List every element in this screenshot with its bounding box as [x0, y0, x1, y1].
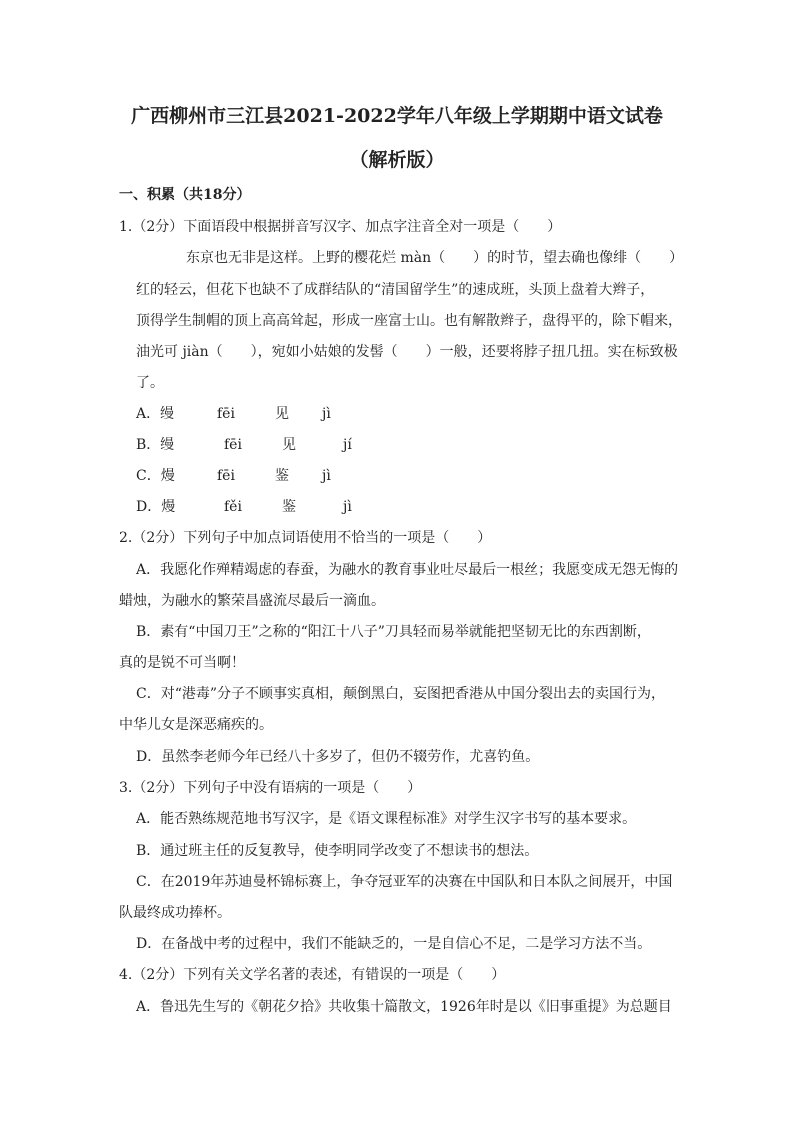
section-heading: 一、积累（共18分） [119, 187, 251, 203]
question-1-passage-line: 红的轻云，但花下也缺不了成群结队的“清国留学生”的速成班，头顶上盘着大辫子， [136, 282, 655, 298]
option-ji: jí [343, 437, 352, 453]
option-ji: jì [343, 499, 352, 515]
question-3-option-d: D．在备战中考的过程中，我们不能缺乏的，一是自信心不足，二是学习方法不当。 [136, 936, 652, 952]
question-2-option-b: B．素有“中国刀王”之称的“阳江十八子”刀具轻而易举就能把坚韧无比的东西割断， [136, 624, 651, 640]
question-2-option-c: C．对“港毒”分子不顾事实真相，颠倒黑白，妄图把香港从中国分裂出去的卖国行为， [136, 686, 666, 702]
option-char: 鉴 [275, 468, 289, 484]
question-1-passage-line: 东京也无非是这样。上野的樱花烂 màn（ ）的时节，望去确也像绯（ ） [186, 250, 684, 266]
option-ji: jì [322, 406, 331, 422]
option-pinyin: fēi [217, 406, 235, 422]
question-2-option-c-cont: 中华儿女是深恶痛疾的。 [119, 717, 273, 733]
option-pinyin: fēi [224, 437, 242, 453]
question-2-option-a: A．我愿化作殚精竭虑的春蚕，为融水的教育事业吐尽最后一根丝；我愿变成无怨无悔的 [136, 562, 679, 578]
question-3-option-c-cont: 队最终成功捧杯。 [119, 905, 231, 921]
option-pinyin: fēi [217, 468, 235, 484]
document-title: 广西柳州市三江县2021-2022学年八年级上学期期中语文试卷 [131, 105, 663, 127]
option-label: A．缦 [136, 406, 175, 422]
option-label: C．熳 [136, 468, 175, 484]
option-label: B．缦 [136, 437, 175, 453]
question-2-option-b-cont: 真的是锐不可当啊！ [119, 655, 245, 671]
question-1-passage-line: 油光可 jiàn（ ），宛如小姑娘的发髻（ ）一般，还要将脖子扭几扭。实在标致极 [136, 344, 678, 360]
question-3-option-c: C．在2019年苏迪曼杯锦标赛上，争夺冠亚军的决赛在中国队和日本队之间展开，中国 [136, 874, 673, 890]
question-2-option-a-cont: 蜡烛，为融水的繁荣昌盛流尽最后一滴血。 [119, 593, 385, 609]
question-3-stem: 3.（2分）下列句子中没有语病的一项是（ ） [119, 780, 422, 796]
question-1-stem: 1.（2分）下面语段中根据拼音写汉字、加点字注音全对一项是（ ） [119, 219, 562, 235]
question-1-passage-line: 了。 [136, 375, 164, 391]
option-label: D．熳 [136, 499, 176, 515]
option-char: 见 [275, 406, 289, 422]
question-4-stem: 4.（2分）下列有关文学名著的表述，有错误的一项是（ ） [119, 967, 506, 983]
option-ji: jì [322, 468, 331, 484]
question-2-stem: 2.（2分）下列句子中加点词语使用不恰当的一项是（ ） [119, 530, 492, 546]
question-3-option-b: B．通过班主任的反复教导，使李明同学改变了不想读书的想法。 [136, 843, 539, 859]
question-2-option-d: D．虽然李老师今年已经八十多岁了，但仍不辍劳作，尤喜钓鱼。 [136, 749, 540, 765]
document-subtitle: （解析版） [349, 149, 445, 171]
option-char: 鉴 [282, 499, 296, 515]
question-3-option-a: A．能否熟练规范地书写汉字，是《语文课程标准》对学生汉字书写的基本要求。 [136, 811, 637, 827]
question-4-option-a: A．鲁迅先生写的《朝花夕拾》共收集十篇散文，1926年时是以《旧事重提》为总题目 [136, 999, 672, 1015]
question-1-passage-line: 顶得学生制帽的顶上高高耸起，形成一座富士山。也有解散辫子，盘得平的，除下帽来， [136, 313, 682, 329]
option-pinyin: fěi [224, 499, 242, 515]
option-char: 见 [282, 437, 296, 453]
